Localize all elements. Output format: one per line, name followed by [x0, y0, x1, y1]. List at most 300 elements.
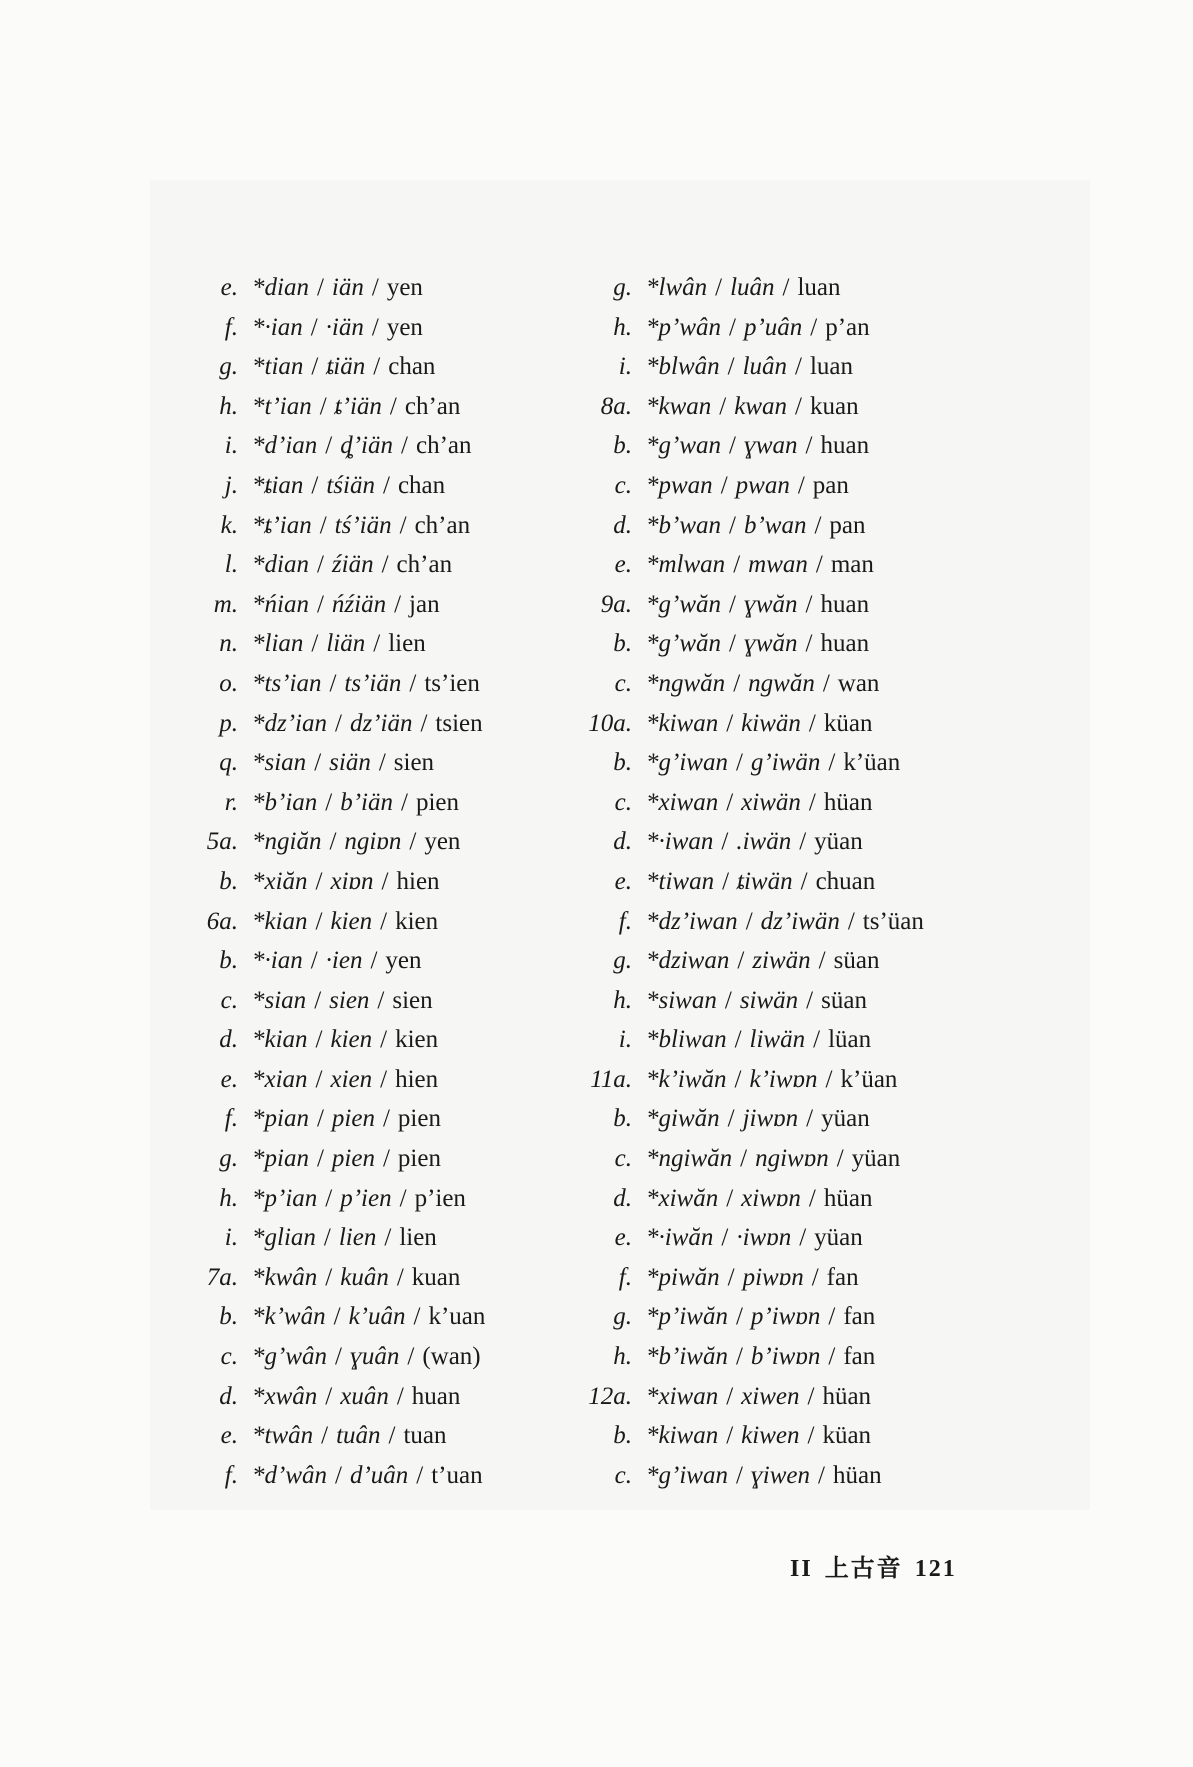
middle-chinese-form: p’ien — [340, 1184, 392, 1212]
old-chinese-form: *k’wân — [252, 1303, 326, 1331]
middle-chinese-form: ·iän — [325, 313, 364, 341]
separator: / — [735, 1303, 743, 1331]
middle-chinese-form: xiwän — [741, 788, 801, 816]
old-chinese-form: *tian — [252, 353, 304, 381]
entry-row — [180, 426, 600, 466]
middle-chinese-form: d’uân — [349, 1461, 409, 1489]
modern-reading: yen — [424, 828, 461, 856]
modern-reading: kien — [395, 1026, 439, 1054]
separator: / — [401, 788, 408, 816]
entry-row — [180, 783, 600, 823]
old-chinese-form: *dian — [252, 551, 309, 579]
entry-label: d. — [613, 828, 632, 856]
entry-row — [180, 624, 600, 664]
modern-reading: küan — [823, 709, 873, 737]
entry-label: 11a. — [590, 1065, 632, 1093]
modern-reading: kuan — [809, 392, 859, 420]
separator: / — [729, 630, 736, 658]
separator: / — [373, 630, 381, 658]
modern-reading: huan — [820, 432, 870, 460]
old-chinese-form: *twân — [252, 1422, 314, 1450]
modern-reading: lien — [399, 1224, 437, 1252]
entry-row — [580, 862, 1100, 902]
old-chinese-form: *dian — [252, 274, 309, 301]
modern-reading: hüan — [823, 788, 873, 816]
entry-label: c. — [614, 669, 632, 697]
separator: / — [818, 1461, 825, 1489]
separator: / — [319, 392, 327, 420]
modern-reading: süan — [821, 986, 867, 1014]
entry-row — [580, 585, 1100, 625]
separator: / — [315, 1065, 323, 1093]
modern-reading: pien — [397, 1105, 441, 1133]
old-chinese-form: *siwan — [646, 986, 717, 1014]
entry-label: g. — [613, 947, 632, 975]
old-chinese-form: *xian — [252, 1065, 308, 1093]
middle-chinese-form: p’iwɒn — [750, 1303, 821, 1331]
old-chinese-form: *·iwăn — [646, 1224, 714, 1252]
entry-row — [180, 347, 600, 387]
separator: / — [407, 1343, 415, 1371]
middle-chinese-form: ȡ’iän — [340, 432, 394, 460]
modern-reading: (wan) — [422, 1343, 481, 1371]
separator: / — [805, 432, 813, 460]
old-chinese-form: *g’iwan — [646, 1461, 728, 1489]
modern-reading: fan — [826, 1263, 859, 1291]
separator: / — [380, 1065, 388, 1093]
entry-row — [580, 1258, 1100, 1298]
modern-reading: hüan — [832, 1461, 882, 1489]
entry-row — [180, 466, 600, 506]
old-chinese-form: *pwan — [646, 471, 713, 499]
entry-label: g. — [613, 1303, 632, 1331]
modern-reading: ch’an — [414, 511, 471, 539]
middle-chinese-form: pwan — [735, 471, 790, 499]
old-chinese-form: *dz’iwan — [646, 907, 738, 935]
separator: / — [813, 1026, 821, 1054]
separator: / — [329, 669, 337, 697]
separator: / — [722, 867, 730, 895]
middle-chinese-form: kiwen — [741, 1422, 800, 1450]
entry-row — [180, 506, 600, 546]
middle-chinese-form: ɣiwen — [750, 1461, 811, 1489]
separator: / — [384, 1224, 392, 1252]
entry-label: e. — [614, 551, 632, 579]
modern-reading: pan — [829, 511, 866, 539]
separator: / — [726, 1184, 734, 1212]
entry-label: c. — [220, 1343, 238, 1371]
entry-row — [580, 941, 1100, 981]
modern-reading: luan — [809, 353, 854, 381]
old-chinese-form: *sian — [252, 986, 307, 1014]
separator: / — [805, 590, 813, 618]
old-chinese-form: *g’wân — [252, 1343, 327, 1371]
middle-chinese-form: ·iwɒn — [736, 1224, 792, 1252]
entry-row — [580, 981, 1100, 1021]
entry-row — [180, 1139, 600, 1179]
separator: / — [315, 907, 323, 935]
old-chinese-form: *ńian — [252, 590, 309, 618]
entry-row — [580, 1179, 1100, 1219]
separator: / — [825, 1065, 833, 1093]
old-chinese-form: *g’iwan — [646, 749, 728, 777]
middle-chinese-form: kiwän — [741, 709, 801, 737]
right-column — [580, 268, 1100, 1495]
middle-chinese-form: xiwen — [741, 1382, 800, 1410]
separator: / — [382, 1105, 390, 1133]
middle-chinese-form: k’iwɒn — [749, 1065, 818, 1093]
separator: / — [724, 986, 732, 1014]
separator: / — [729, 432, 736, 460]
entry-label: r. — [224, 788, 238, 816]
entry-row — [180, 308, 600, 348]
entry-row — [580, 1456, 1100, 1496]
separator: / — [715, 274, 723, 301]
separator: / — [382, 1145, 390, 1173]
separator: / — [729, 313, 736, 341]
entry-label: b. — [613, 749, 632, 777]
middle-chinese-form: luân — [730, 274, 775, 301]
entry-label: e. — [220, 274, 238, 301]
entry-label: 9a. — [600, 590, 632, 618]
middle-chinese-form: liwän — [749, 1026, 806, 1054]
entry-label: 7a. — [206, 1263, 238, 1291]
separator: / — [315, 1026, 323, 1054]
section-number: II — [790, 1556, 813, 1582]
old-chinese-form: *dziwan — [646, 947, 730, 975]
separator: / — [807, 1422, 815, 1450]
middle-chinese-form: k’uân — [348, 1303, 406, 1331]
entry-label: k. — [220, 511, 238, 539]
old-chinese-form: *xwân — [252, 1382, 318, 1410]
old-chinese-form: *glian — [252, 1224, 316, 1252]
separator: / — [381, 867, 389, 895]
modern-reading: fan — [843, 1343, 876, 1371]
separator: / — [719, 392, 727, 420]
page-number: 121 — [914, 1556, 957, 1582]
old-chinese-form: *ȶian — [252, 471, 304, 499]
entry-row — [580, 1337, 1100, 1377]
middle-chinese-form: kien — [330, 1026, 373, 1054]
separator: / — [370, 947, 378, 975]
entry-label: f. — [224, 1105, 238, 1133]
separator: / — [828, 749, 836, 777]
modern-reading: k’üan — [840, 1065, 898, 1093]
separator: / — [310, 947, 318, 975]
entry-row — [580, 1020, 1100, 1060]
middle-chinese-form: kwan — [734, 392, 788, 420]
separator: / — [325, 788, 333, 816]
separator: / — [316, 551, 324, 579]
modern-reading: p’an — [825, 313, 870, 341]
old-chinese-form: *kian — [252, 1026, 308, 1054]
separator: / — [800, 867, 808, 895]
old-chinese-form: *p’ian — [252, 1184, 318, 1212]
middle-chinese-form: xuân — [340, 1382, 389, 1410]
entry-row — [180, 704, 600, 744]
entry-label: b. — [613, 1422, 632, 1450]
entry-label: g. — [219, 1145, 238, 1173]
entry-label: i. — [224, 432, 238, 460]
separator: / — [727, 1263, 735, 1291]
entry-row — [180, 1456, 600, 1496]
section-title: 上古音 — [824, 1556, 903, 1582]
entry-label: j. — [224, 471, 238, 499]
modern-reading: jan — [409, 590, 440, 618]
modern-reading: hüan — [822, 1382, 872, 1410]
separator: / — [726, 1382, 734, 1410]
modern-reading: ch’an — [415, 432, 472, 460]
separator: / — [726, 709, 734, 737]
modern-reading: yüan — [814, 1224, 863, 1252]
entry-label: b. — [613, 1105, 632, 1133]
entry-row — [580, 664, 1100, 704]
middle-chinese-form: xien — [330, 1065, 373, 1093]
old-chinese-form: *lian — [252, 630, 304, 658]
old-chinese-form: *xiwan — [646, 1382, 719, 1410]
middle-chinese-form: .iwän — [736, 828, 792, 856]
entry-label: p. — [219, 709, 238, 737]
separator: / — [377, 986, 385, 1014]
separator: / — [311, 353, 319, 381]
modern-reading: huan — [411, 1382, 461, 1410]
separator: / — [323, 1224, 331, 1252]
entry-row — [580, 783, 1100, 823]
middle-chinese-form: kien — [330, 907, 373, 935]
separator: / — [828, 1303, 836, 1331]
entry-label: f. — [224, 313, 238, 341]
entry-label: q. — [219, 749, 238, 777]
separator: / — [380, 1026, 388, 1054]
modern-reading: kuan — [411, 1263, 461, 1291]
entry-row — [580, 1060, 1100, 1100]
entry-row — [580, 743, 1100, 783]
old-chinese-form: *d’ian — [252, 432, 318, 460]
entry-label: d. — [613, 1184, 632, 1212]
old-chinese-form: *lwân — [646, 274, 708, 301]
old-chinese-form: *·iwan — [646, 828, 714, 856]
entry-label: d. — [613, 511, 632, 539]
middle-chinese-form: ngwăn — [748, 669, 815, 697]
separator: / — [409, 828, 417, 856]
old-chinese-form: *g’wăn — [646, 590, 721, 618]
entry-row — [580, 387, 1100, 427]
old-chinese-form: *ngiăn — [252, 828, 322, 856]
entry-row — [580, 1297, 1100, 1337]
old-chinese-form: *b’iwăn — [646, 1343, 728, 1371]
entry-label: i. — [618, 353, 632, 381]
separator: / — [733, 551, 741, 579]
entry-row — [580, 466, 1100, 506]
middle-chinese-form: tśiän — [326, 471, 375, 499]
entry-row — [180, 1258, 600, 1298]
separator: / — [805, 630, 813, 658]
middle-chinese-form: ɣwăn — [743, 590, 798, 618]
old-chinese-form: *ȶ’ian — [252, 511, 312, 539]
entry-label: e. — [220, 1422, 238, 1450]
middle-chinese-form: ziwän — [752, 947, 811, 975]
middle-chinese-form: pien — [331, 1105, 375, 1133]
separator: / — [847, 907, 855, 935]
separator: / — [380, 907, 388, 935]
modern-reading: huan — [820, 630, 870, 658]
middle-chinese-form: ngiwɒn — [755, 1145, 829, 1173]
entry-row — [180, 664, 600, 704]
middle-chinese-form: ȶiwän — [737, 867, 793, 895]
entry-label: i. — [618, 1026, 632, 1054]
separator: / — [325, 1382, 333, 1410]
separator: / — [310, 313, 318, 341]
modern-reading: hüan — [823, 1184, 873, 1212]
old-chinese-form: *kian — [252, 907, 308, 935]
separator: / — [822, 669, 830, 697]
modern-reading: chan — [388, 353, 436, 381]
old-chinese-form: *ts’ian — [252, 669, 322, 697]
modern-reading: ts’ien — [424, 669, 480, 697]
separator: / — [807, 1382, 815, 1410]
old-chinese-form: *bliwan — [646, 1026, 727, 1054]
old-chinese-form: *kiwan — [646, 709, 719, 737]
separator: / — [335, 1343, 342, 1371]
middle-chinese-form: luân — [742, 353, 788, 381]
modern-reading: lüan — [828, 1026, 872, 1054]
entry-label: b. — [219, 867, 238, 895]
separator: / — [394, 590, 402, 618]
middle-chinese-form: dz’iwän — [760, 907, 840, 935]
separator: / — [814, 511, 822, 539]
entry-row — [580, 308, 1100, 348]
separator: / — [727, 353, 735, 381]
middle-chinese-form: ngiɒn — [344, 828, 402, 856]
separator: / — [811, 1263, 819, 1291]
modern-reading: huan — [820, 590, 870, 618]
separator: / — [329, 828, 337, 856]
old-chinese-form: *kiwan — [646, 1422, 719, 1450]
middle-chinese-form: b’iän — [340, 788, 394, 816]
entry-label: c. — [614, 1145, 632, 1173]
entry-row — [180, 822, 600, 862]
entry-row — [180, 1099, 600, 1139]
old-chinese-form: *ngwăn — [646, 669, 726, 697]
middle-chinese-form: tś’iän — [334, 511, 392, 539]
entry-row — [180, 1020, 600, 1060]
entry-label: e. — [614, 1224, 632, 1252]
separator: / — [378, 749, 386, 777]
middle-chinese-form: pien — [331, 1145, 375, 1173]
entry-row — [580, 1218, 1100, 1258]
entry-row — [580, 506, 1100, 546]
entry-row — [580, 624, 1100, 664]
separator: / — [401, 432, 408, 460]
old-chinese-form: *g’wăn — [646, 630, 721, 658]
entry-row — [580, 1416, 1100, 1456]
entry-label: b. — [219, 1303, 238, 1331]
separator: / — [420, 709, 428, 737]
entry-label: o. — [219, 669, 238, 697]
entry-label: l. — [224, 551, 238, 579]
entry-row — [180, 902, 600, 942]
middle-chinese-form: b’wan — [743, 511, 807, 539]
separator: / — [371, 274, 379, 301]
separator: / — [782, 274, 790, 301]
separator: / — [818, 947, 826, 975]
separator: / — [373, 353, 381, 381]
old-chinese-form: *ngiwăn — [646, 1145, 733, 1173]
old-chinese-form: *pian — [252, 1105, 309, 1133]
entry-label: m. — [213, 590, 238, 618]
separator: / — [314, 986, 322, 1014]
entry-row — [180, 585, 600, 625]
modern-reading: süan — [833, 947, 880, 975]
separator: / — [810, 313, 818, 341]
entry-label: f. — [618, 907, 632, 935]
modern-reading: chuan — [815, 867, 876, 895]
page-footer — [790, 1548, 969, 1583]
separator: / — [726, 1422, 734, 1450]
entry-label: e. — [220, 1065, 238, 1093]
separator: / — [335, 709, 342, 737]
entry-label: 12a. — [588, 1382, 632, 1410]
separator: / — [316, 1105, 324, 1133]
old-chinese-form: *kwan — [646, 392, 712, 420]
middle-chinese-form: jiwɒn — [742, 1105, 799, 1133]
middle-chinese-form: mwan — [748, 551, 808, 579]
entry-row — [580, 426, 1100, 466]
entry-label: 6a. — [206, 907, 238, 935]
modern-reading: yüan — [821, 1105, 870, 1133]
modern-reading: tsien — [435, 709, 483, 737]
separator: / — [316, 1145, 324, 1173]
middle-chinese-form: ·ien — [325, 947, 363, 975]
old-chinese-form: *piwăn — [646, 1263, 720, 1291]
entry-row — [580, 268, 1100, 308]
entry-row — [580, 1377, 1100, 1417]
entry-label: g. — [219, 353, 238, 381]
separator: / — [371, 313, 379, 341]
modern-reading: yüan — [814, 828, 863, 856]
separator: / — [325, 1184, 333, 1212]
middle-chinese-form: piwɒn — [742, 1263, 804, 1291]
modern-reading: pan — [812, 471, 849, 499]
old-chinese-form: *pian — [252, 1145, 309, 1173]
separator: / — [325, 432, 333, 460]
entry-label: f. — [224, 1461, 238, 1489]
modern-reading: kien — [395, 907, 439, 935]
entry-row — [180, 387, 600, 427]
modern-reading: man — [830, 551, 874, 579]
separator: / — [416, 1461, 424, 1489]
entry-label: i. — [224, 1224, 238, 1252]
separator: / — [795, 392, 802, 420]
separator: / — [808, 1184, 816, 1212]
separator: / — [734, 1065, 742, 1093]
separator: / — [729, 590, 736, 618]
entry-row — [180, 268, 600, 308]
separator: / — [740, 1145, 748, 1173]
middle-chinese-form: siwän — [739, 986, 799, 1014]
entry-label: h. — [613, 986, 632, 1014]
entry-label: b. — [613, 432, 632, 460]
middle-chinese-form: lien — [338, 1224, 377, 1252]
middle-chinese-form: xiɒn — [330, 867, 374, 895]
old-chinese-form: *b’ian — [252, 788, 318, 816]
old-chinese-form: *b’wan — [646, 511, 721, 539]
modern-reading: yüan — [851, 1145, 901, 1173]
modern-reading: küan — [822, 1422, 872, 1450]
entry-row — [580, 704, 1100, 744]
entry-row — [180, 545, 600, 585]
modern-reading: sien — [393, 749, 435, 777]
